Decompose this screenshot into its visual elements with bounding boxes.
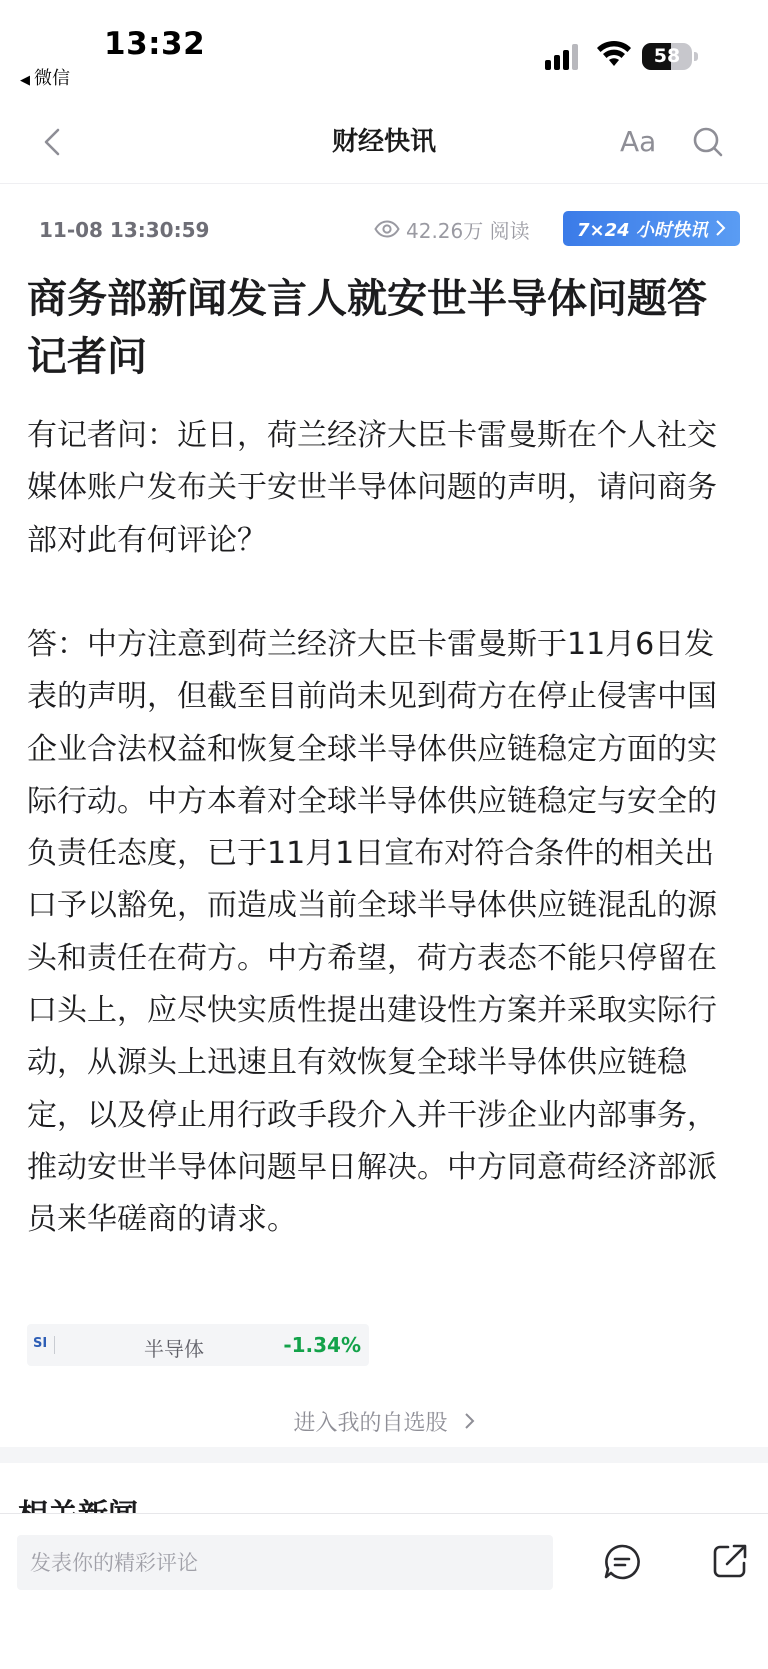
battery-level: 58 <box>653 45 681 67</box>
wifi-icon <box>596 40 632 70</box>
section-divider <box>0 1447 768 1463</box>
font-size-button[interactable]: Aa <box>620 125 657 158</box>
back-to-app-link[interactable] <box>20 64 70 90</box>
watchlist-link-label: 进入我的自选股 <box>293 1411 448 1436</box>
chevron-right-icon <box>463 1412 475 1430</box>
live-news-badge[interactable] <box>563 211 740 246</box>
status-time: 13:32 <box>104 26 206 62</box>
stock-change: -1.34% <box>283 1333 361 1357</box>
eye-icon <box>374 220 400 238</box>
chevron-right-icon <box>714 219 726 237</box>
back-triangle-icon: ◀ <box>20 73 30 88</box>
back-chevron-icon[interactable] <box>36 124 72 160</box>
watchlist-link[interactable] <box>0 1406 768 1437</box>
battery-icon <box>642 43 698 70</box>
article-paragraph-question: 有记者问：近日，荷兰经济大臣卡雷曼斯在个人社交媒体账户发布关于安世半导体问题的声明，请问商务部对此有何评论？ <box>27 418 717 558</box>
signal-icon <box>545 44 581 70</box>
page-title: 财经快讯 <box>331 127 436 157</box>
stock-logo: SI <box>33 1336 48 1351</box>
article-paragraph-answer: 答：中方注意到荷兰经济大臣卡雷曼斯于11月6日发表的声明，但截至目前尚未见到荷方在停止侵害中国企业合法权益和恢复全球半导体供应链稳定方面的实际行动。中方本着对全球半导体供应链稳定与安全的负责任态度，已于11月1日宣布对符合条件的相关出口予以豁免，而造成当前全球半导体供应链混乱的源头和责任在荷方。中方希望，荷方表态不能只停留在口头上，应尽快实质性提出建设性方案并采取实际行动，从源头上迅速且有效恢复全球半导体供应链稳定，以及停止用行政手段介入并干涉企业内部事务，推动安世半导体问题早日解决。中方同意荷经济部派员来华磋商的请求。 <box>27 627 717 1238</box>
view-count-label: 42.26万 阅读 <box>406 218 530 243</box>
nav-bar <box>0 100 768 184</box>
share-icon[interactable] <box>711 1542 749 1580</box>
search-icon[interactable] <box>690 124 726 160</box>
comment-bar <box>0 1513 768 1669</box>
view-count <box>374 212 530 246</box>
status-bar <box>0 0 768 100</box>
comment-input[interactable] <box>17 1535 553 1590</box>
live-news-badge-label: 7×24 小时快讯 <box>577 219 708 241</box>
article-headline: 商务部新闻发言人就安世半导体问题答记者问 <box>27 276 707 380</box>
comment-icon[interactable] <box>602 1542 642 1582</box>
stock-name: 半导体 <box>144 1337 204 1361</box>
publish-time: 11-08 13:30:59 <box>39 218 210 242</box>
back-app-label: 微信 <box>34 68 70 89</box>
stock-chip[interactable] <box>27 1324 369 1366</box>
